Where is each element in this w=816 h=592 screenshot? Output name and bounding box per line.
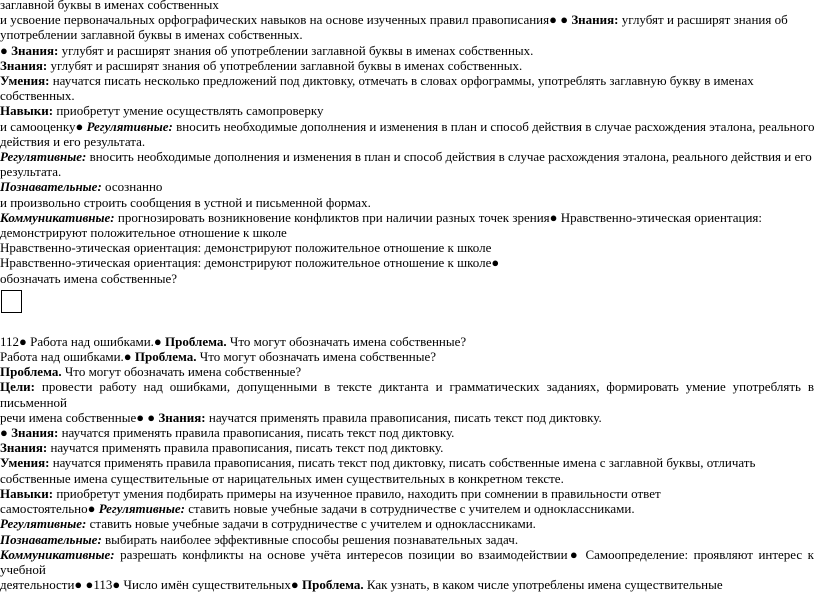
text-run: ставить новые учебные задачи в сотрудничестве с учителем и одноклассниками. bbox=[86, 516, 536, 532]
text-line bbox=[0, 516, 814, 531]
text-run: заглавной буквы в именах собственных bbox=[0, 0, 219, 12]
text-run: научатся применять правила правописания, писать текст под диктовку. bbox=[47, 440, 444, 456]
bold-italic-label: Регулятивные: bbox=[86, 118, 173, 134]
text-run: научатся писать несколько предложений под диктовку, отмечать в словах орфограммы, употреблять заглавную букву в именах bbox=[49, 73, 754, 89]
bold-label: Знания: bbox=[0, 440, 48, 456]
bold-label: Навыки: bbox=[0, 485, 54, 501]
text-run: научатся применять правила правописания, писать текст под диктовку. bbox=[205, 409, 602, 425]
text-run: Как узнать, в каком числе употреблены имена существительные bbox=[363, 577, 723, 592]
text-run: приобретут умения подбирать примеры на изученное правило, находить при сомнении в правильности ответ bbox=[53, 485, 661, 501]
text-line bbox=[0, 73, 814, 88]
text-line bbox=[0, 364, 814, 379]
lesson-111-block bbox=[0, 0, 814, 286]
text-line bbox=[0, 0, 814, 12]
text-run: Нравственно-этическая ориентация: демонстрируют положительное отношение к школе● bbox=[0, 255, 500, 271]
bold-italic-label: Регулятивные: bbox=[0, 149, 87, 165]
lesson-112-block bbox=[0, 334, 814, 592]
text-run: углубят и расширят знания об употреблении заглавной буквы в именах собственных. bbox=[47, 57, 523, 73]
text-line bbox=[0, 149, 814, 164]
text-run: собственные имена существительные от нарицательных имен существительных в конкретном тексте. bbox=[0, 470, 564, 486]
text-run: Работа над ошибками.● bbox=[0, 349, 135, 365]
spacer bbox=[0, 313, 814, 334]
text-line bbox=[0, 471, 814, 486]
bold-italic-label: Регулятивные: bbox=[98, 501, 186, 517]
text-line bbox=[0, 134, 814, 149]
text-run: Что могут обозначать имена собственные? bbox=[226, 333, 467, 349]
bold-italic-label: Познавательные: bbox=[0, 179, 102, 195]
text-line bbox=[0, 88, 814, 103]
text-line bbox=[0, 255, 814, 270]
text-line bbox=[0, 58, 814, 73]
text-line bbox=[0, 179, 814, 194]
bold-label: Проблема. bbox=[165, 333, 227, 349]
text-run: Что могут обозначать имена собственные? bbox=[61, 364, 302, 380]
text-line bbox=[0, 455, 814, 470]
bold-label: Знания: bbox=[11, 425, 59, 441]
text-run: научатся применять правила правописания, писать текст под диктовку, писать собственные имена с заглавной буквы, отличать bbox=[49, 455, 756, 471]
bold-label: Умения: bbox=[0, 73, 50, 89]
text-run: самостоятельно● bbox=[0, 501, 99, 517]
text-run: и самооценку● bbox=[0, 118, 87, 134]
text-run: ● bbox=[0, 425, 12, 441]
text-line bbox=[0, 501, 814, 516]
text-line bbox=[0, 240, 814, 255]
text-run: осознанно bbox=[101, 179, 163, 195]
text-line bbox=[0, 577, 814, 592]
text-run: деятельности● ●113● Число имён существительных● bbox=[0, 577, 302, 592]
text-run: действия и его результата. bbox=[0, 133, 146, 149]
text-line bbox=[0, 532, 814, 547]
bold-label: Проблема. bbox=[0, 364, 62, 380]
text-line bbox=[0, 210, 814, 225]
bold-label: Знания: bbox=[158, 409, 206, 425]
text-line bbox=[0, 195, 814, 210]
text-run: научатся применять правила правописания, писать текст под диктовку. bbox=[58, 425, 455, 441]
text-run: обозначать имена собственные? bbox=[0, 270, 178, 286]
text-line bbox=[0, 271, 814, 286]
text-run: 112● Работа над ошибками.● bbox=[0, 333, 166, 349]
text-line bbox=[0, 440, 814, 455]
text-line bbox=[0, 164, 814, 179]
text-run: речи имена собственные● ● bbox=[0, 409, 159, 425]
text-line bbox=[0, 349, 814, 364]
text-run: вносить необходимые дополнения и изменения в план и способ действия в случае расхождения эталона, реального bbox=[172, 118, 815, 134]
bold-label: Проблема. bbox=[134, 349, 197, 365]
bold-italic-label: Познавательные: bbox=[0, 531, 102, 547]
text-run: собственных. bbox=[0, 88, 75, 104]
text-run: употреблении заглавной буквы в именах собственных. bbox=[0, 27, 303, 43]
text-line bbox=[0, 43, 814, 58]
text-run: ставить новые учебные задачи в сотрудничестве с учителем и одноклассниками. bbox=[185, 501, 635, 517]
text-line bbox=[0, 119, 814, 134]
text-run: разрешать конфликты на основе учёта интересов позиции во взаимодействии● Самоопределение: проявляют интерес к учебной bbox=[0, 546, 814, 577]
text-line bbox=[0, 547, 814, 577]
text-run: приобретут умение осуществлять самопроверку bbox=[53, 103, 324, 119]
text-run: ● bbox=[0, 42, 12, 58]
text-run: выбирать наиболее эффективные способы решения познавательных задач. bbox=[101, 531, 519, 547]
text-run: провести работу над ошибками, допущенными в тексте диктанта и грамматических заданиях, формировать умение употреблять в письменной bbox=[0, 379, 814, 410]
text-run: вносить необходимые дополнения и изменения в план и способ действия в случае расхождения эталона, реального действия и его bbox=[86, 149, 812, 165]
text-run: Что могут обозначать имена собственные? bbox=[196, 349, 437, 365]
text-line bbox=[0, 27, 814, 42]
text-line bbox=[0, 225, 814, 240]
bold-italic-label: Регулятивные: bbox=[0, 516, 87, 532]
text-line bbox=[0, 486, 814, 501]
text-line bbox=[0, 410, 814, 425]
bold-label: Знания: bbox=[0, 57, 48, 73]
bold-label: Навыки: bbox=[0, 103, 54, 119]
text-line bbox=[0, 334, 814, 349]
bold-italic-label: Коммуникативные: bbox=[0, 546, 115, 562]
bold-label: Знания: bbox=[11, 42, 59, 58]
text-run: углубят и расширят знания об bbox=[618, 12, 788, 28]
text-run: прогнозировать возникновение конфликтов при наличии разных точек зрения● Нравственно-этическая ориентация: bbox=[114, 209, 763, 225]
text-run: и произвольно строить сообщения в устной и письменной формах. bbox=[0, 194, 371, 210]
text-line bbox=[0, 425, 814, 440]
text-run: результата. bbox=[0, 164, 62, 180]
bold-label: Знания: bbox=[571, 12, 619, 28]
text-line bbox=[0, 103, 814, 118]
text-run: демонстрируют положительное отношение к школе bbox=[0, 225, 287, 241]
bold-italic-label: Коммуникативные: bbox=[0, 209, 115, 225]
text-run: углубят и расширят знания об употреблении заглавной буквы в именах собственных. bbox=[58, 42, 534, 58]
empty-table-cell bbox=[1, 290, 22, 313]
text-line bbox=[0, 12, 814, 27]
bold-label: Проблема. bbox=[301, 577, 364, 592]
text-line bbox=[0, 379, 814, 409]
bold-label: Умения: bbox=[0, 455, 50, 471]
text-run: и усвоение первоначальных орфографических навыков на основе изученных правил правописания● ● bbox=[0, 12, 572, 28]
bold-label: Цели: bbox=[0, 379, 35, 395]
text-run: Нравственно-этическая ориентация: демонстрируют положительное отношение к школе bbox=[0, 240, 492, 256]
